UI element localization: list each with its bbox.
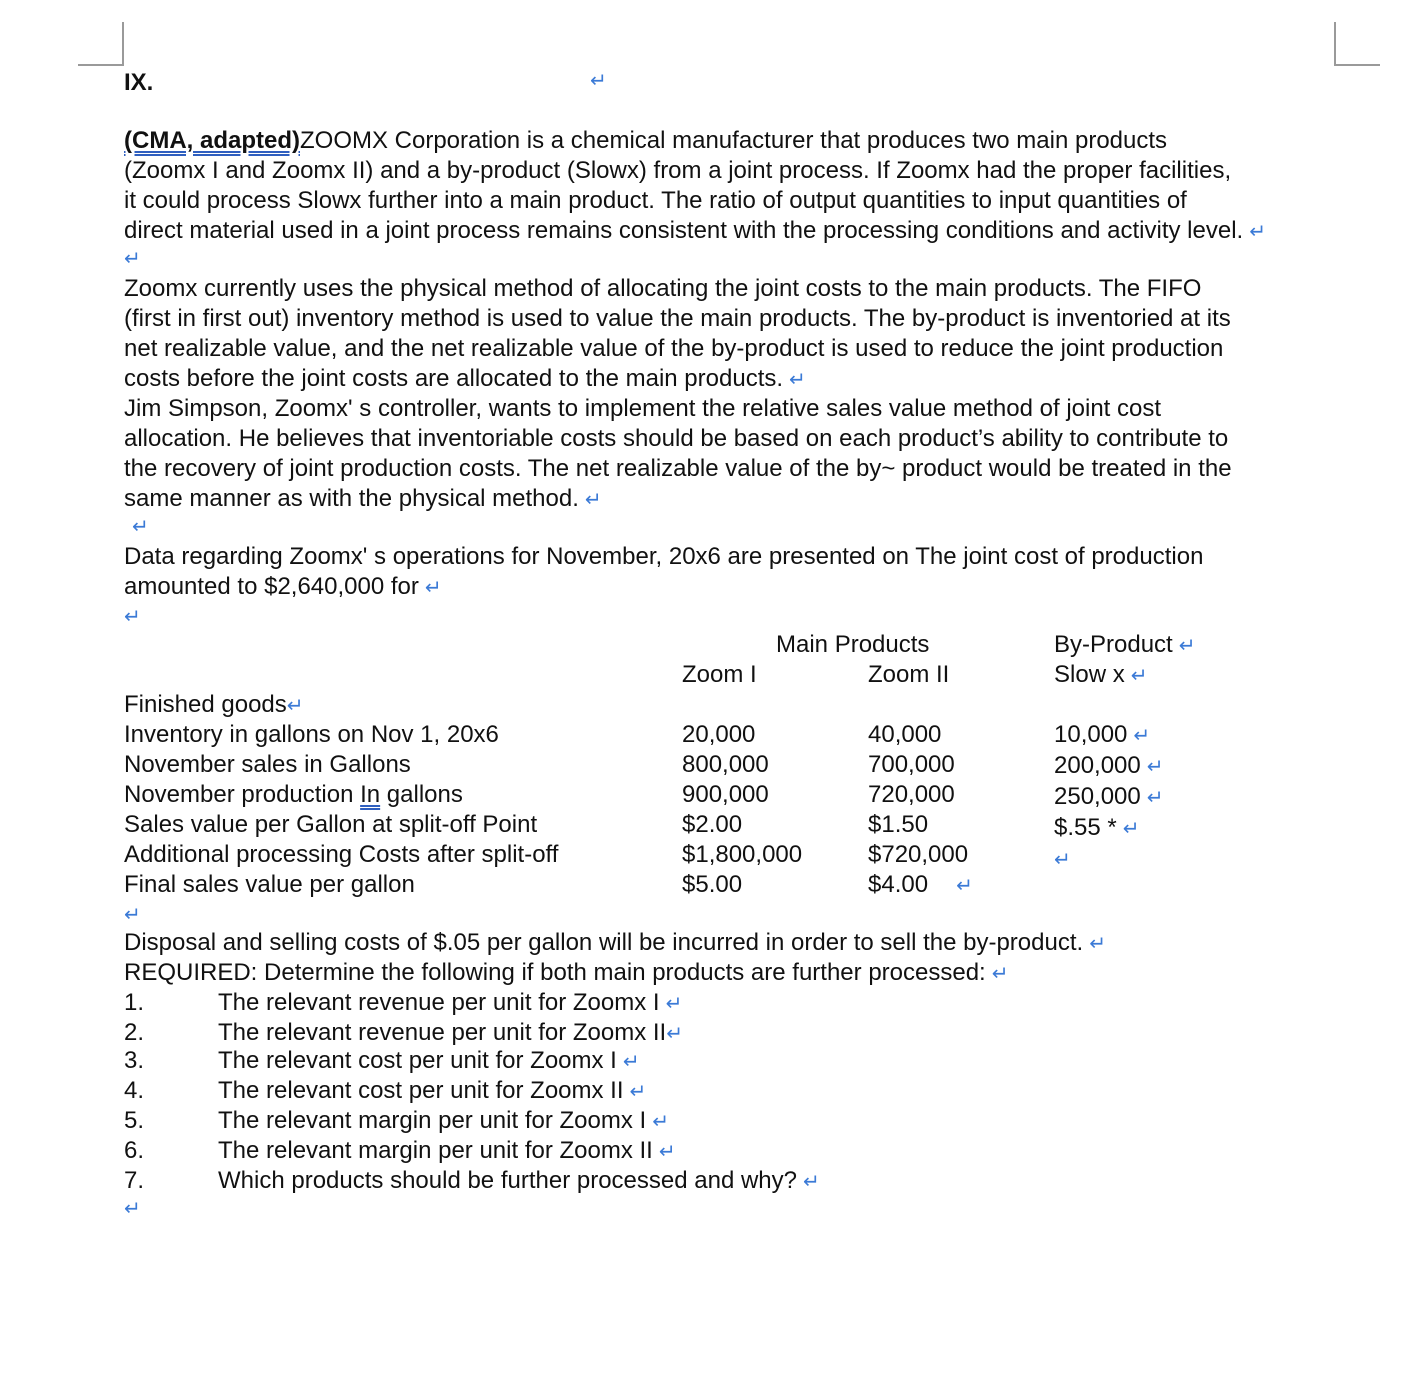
intro-line-4: direct material used in a joint process remains consistent with the processing conditions and activity level. ↵ — [124, 216, 1266, 247]
row-label: Inventory in gallons on Nov 1, 20x6 — [124, 721, 499, 748]
crop-mark-top-left — [78, 22, 124, 66]
paragraph-mark-icon: ↵ — [991, 963, 1009, 985]
question-text: The relevant revenue per unit for Zoomx I ↵ — [218, 989, 683, 1016]
paragraph-mark-icon: ↵ — [124, 1198, 141, 1220]
header-zoom-i: Zoom I — [682, 661, 757, 688]
cell-value: 250,000 ↵ — [1054, 783, 1164, 810]
disposal-note: Disposal and selling costs of $.05 per gallon will be incurred in order to sell the by-product. ↵ — [124, 928, 1106, 959]
paragraph-mark-icon: ↵ — [590, 70, 607, 92]
slow-x-values — [1054, 720, 1164, 875]
question-number: 4. — [124, 1077, 145, 1104]
cell-value: $1.50 — [868, 811, 929, 838]
para2-line-6: allocation. He believes that inventoriable costs should be based on each product’s ability to contribute to — [124, 425, 1229, 452]
para3-line-2: amounted to $2,640,000 for ↵ — [124, 572, 442, 603]
paragraph-mark-icon: ↵ — [1249, 221, 1266, 243]
paragraph-mark-icon: ↵ — [286, 695, 304, 717]
row-label: Sales value per Gallon at split-off Point — [124, 811, 538, 838]
cell-value: 200,000 ↵ — [1054, 752, 1164, 779]
paragraph-mark-icon: ↵ — [1178, 635, 1196, 657]
paragraph-mark-icon: ↵ — [424, 577, 442, 599]
question-number: 1. — [124, 989, 145, 1016]
question-number: 2. — [124, 1019, 145, 1046]
empty-cell: ↵ — [1054, 849, 1071, 871]
paragraph-mark-icon: ↵ — [124, 248, 141, 270]
para2-line-4: costs before the joint costs are allocated to the main products. ↵ — [124, 364, 806, 395]
para2-line-7: the recovery of joint production costs. The net realizable value of the by~ product would be treated in the — [124, 455, 1232, 482]
paragraph-mark-icon: ↵ — [789, 369, 806, 391]
paragraph-mark-icon: ↵ — [1089, 933, 1106, 955]
header-by-product: By-Product ↵ — [1054, 630, 1195, 661]
paragraph-mark-icon: ↵ — [1130, 665, 1148, 687]
row-labels — [124, 720, 558, 900]
paragraph-mark-icon: ↵ — [124, 606, 141, 628]
header-main-products: Main Products — [776, 631, 930, 658]
cell-value: 700,000 — [868, 751, 955, 778]
header-zoom-ii: Zoom II — [868, 661, 950, 688]
cell-value: $4.00 ↵ — [868, 870, 973, 901]
cell-value: 10,000 ↵ — [1054, 721, 1151, 748]
cell-value: 20,000 — [682, 721, 756, 748]
question-number: 7. — [124, 1167, 145, 1194]
cell-value: $.55 * ↵ — [1054, 814, 1140, 841]
para2-line-5: Jim Simpson, Zoomx' s controller, wants to implement the relative sales value method of joint cost — [124, 395, 1162, 422]
finished-goods-label: Finished goods↵ — [124, 690, 304, 721]
question-text: The relevant cost per unit for Zoomx I ↵ — [218, 1047, 640, 1074]
cell-value: $2.00 — [682, 811, 743, 838]
paragraph-mark-icon: ↵ — [956, 875, 973, 897]
cell-value: 900,000 — [682, 781, 769, 808]
row-label: Additional processing Costs after split-off — [124, 841, 559, 868]
cell-value: $5.00 — [682, 871, 743, 898]
zoom-ii-values — [868, 720, 973, 901]
intro-line-2: (Zoomx I and Zoomx II) and a by-product (Slowx) from a joint process. If Zoomx had the proper facilities, — [124, 157, 1232, 184]
row-label: November production In gallons — [124, 781, 463, 808]
cell-value: $720,000 — [868, 841, 969, 868]
para3-line-1: Data regarding Zoomx' s operations for November, 20x6 are presented on The joint cost of production — [124, 543, 1204, 570]
paragraph-mark-icon: ↵ — [124, 904, 141, 926]
para2-line-3: net realizable value, and the net realizable value of the by-product is used to reduce the joint production — [124, 335, 1224, 362]
question-text: The relevant revenue per unit for Zoomx II↵ — [218, 1019, 683, 1046]
cell-value: 720,000 — [868, 781, 955, 808]
question-number: 3. — [124, 1047, 145, 1074]
section-label: IX. — [124, 69, 154, 96]
question-text: The relevant margin per unit for Zoomx I ↵ — [218, 1107, 669, 1134]
crop-mark-top-right — [1334, 22, 1380, 66]
question-text: Which products should be further processed and why? ↵ — [218, 1167, 820, 1194]
question-text: The relevant margin per unit for Zoomx II ↵ — [218, 1137, 676, 1164]
para2-line-2: (first in first out) inventory method is used to value the main products. The by-product is inventoried at its — [124, 305, 1231, 332]
header-slow-x: Slow x ↵ — [1054, 660, 1147, 691]
cell-value: $1,800,000 — [682, 841, 803, 868]
question-text: The relevant cost per unit for Zoomx II ↵ — [218, 1077, 647, 1104]
source-note: (CMA, adapted) — [124, 127, 300, 154]
intro-line-1: (CMA, adapted)ZOOMX Corporation is a chemical manufacturer that produces two main products — [124, 127, 1168, 154]
intro-line-3: it could process Slowx further into a main product. The ratio of output quantities to input quantities of — [124, 187, 1187, 214]
para2-line-1: Zoomx currently uses the physical method of allocating the joint costs to the main products. The FIFO — [124, 275, 1202, 302]
paragraph-mark-icon: ↵ — [132, 516, 149, 538]
cell-value: 40,000 — [868, 721, 942, 748]
zoom-i-values — [682, 720, 802, 900]
required-heading: REQUIRED: Determine the following if both main products are further processed: ↵ — [124, 958, 1008, 989]
question-number: 5. — [124, 1107, 145, 1134]
paragraph-mark-icon: ↵ — [584, 489, 602, 511]
row-label: November sales in Gallons — [124, 751, 411, 778]
question-number: 6. — [124, 1137, 145, 1164]
para2-line-8: same manner as with the physical method. ↵ — [124, 484, 602, 515]
cell-value: 800,000 — [682, 751, 769, 778]
row-label: Final sales value per gallon — [124, 871, 415, 898]
